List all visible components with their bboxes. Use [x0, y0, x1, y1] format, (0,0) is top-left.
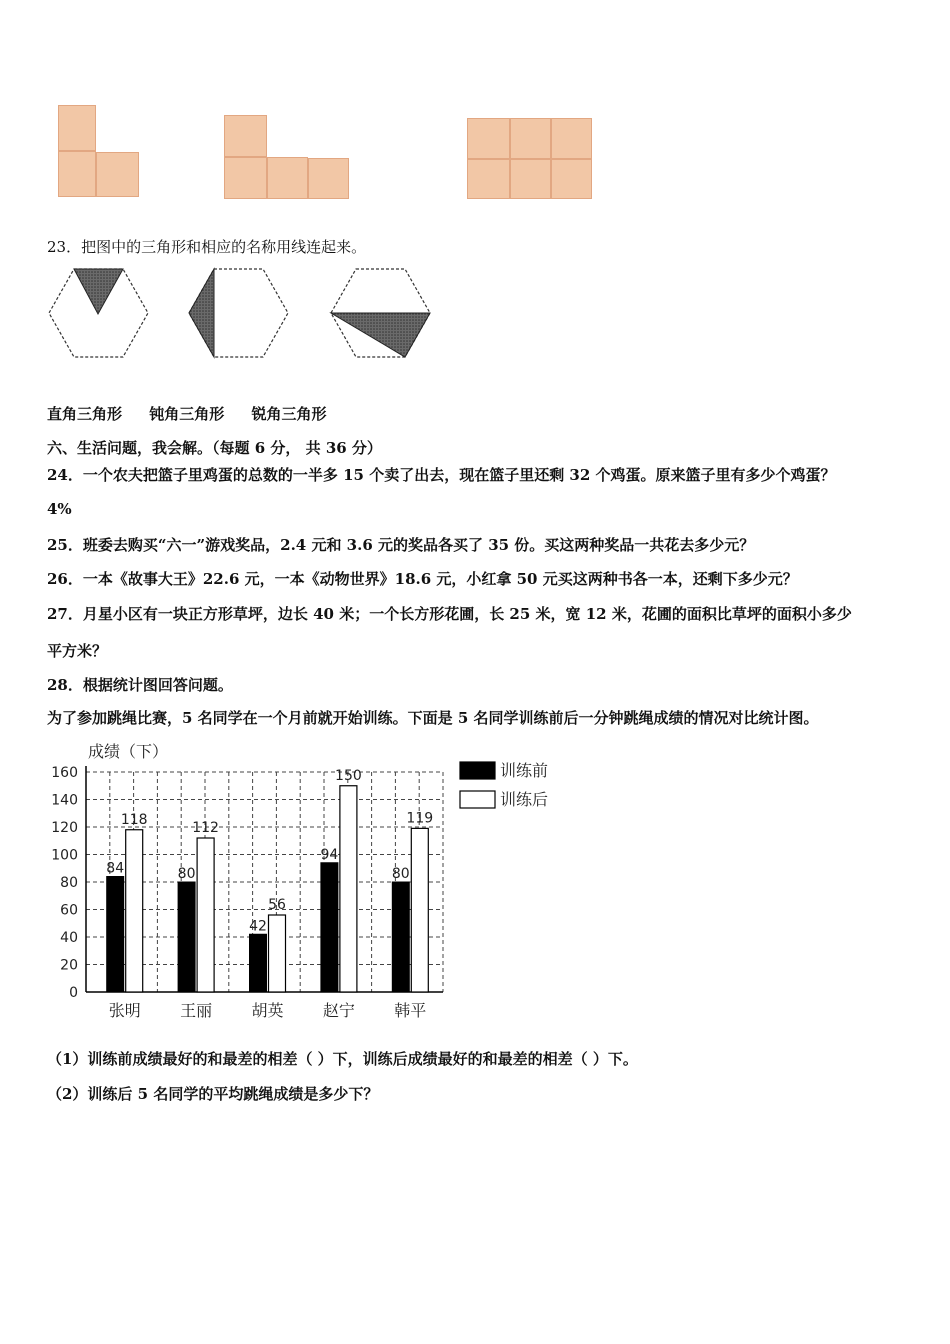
square-block: [551, 118, 592, 159]
category-label: 张明: [108, 1001, 141, 1020]
square-block: [510, 118, 551, 159]
bar-after: [269, 915, 286, 992]
category-label: 韩平: [394, 1001, 427, 1020]
bar-before: [250, 934, 267, 992]
category-label: 赵宁: [322, 1001, 355, 1020]
y-tick-label: 140: [51, 792, 78, 809]
y-tick-label: 60: [60, 902, 78, 919]
q25-text: 25．班委去购买“六一”游戏奖品，2.4 元和 3.6 元的奖品各买了 35 份。买这两种奖品一共花去多少元？: [47, 536, 755, 554]
y-tick-label: 160: [51, 765, 78, 781]
hexagon-2: [189, 269, 288, 357]
q28-text: 28．根据统计图回答问题。: [47, 676, 233, 694]
name-obtuse-triangle: 钝角三角形: [149, 405, 225, 423]
q27-line1: 27．月星小区有一块正方形草坪，边长 40 米；一个长方形花圃，长 25 米，宽 12 米，花圃的面积比草坪的面积小多少: [47, 605, 852, 623]
chart-legend: [460, 761, 548, 809]
name-acute-triangle: 锐角三角形: [251, 405, 327, 423]
data-label-after: 112: [192, 820, 219, 836]
q23-text: 23．把图中的三角形和相应的名称用线连起来。: [47, 238, 367, 256]
square-block: [224, 115, 267, 157]
square-block: [224, 157, 267, 199]
legend-swatch: [460, 791, 495, 808]
y-tick-label: 0: [69, 985, 78, 1001]
bar-chart: [40, 735, 570, 1030]
bar-before: [178, 882, 195, 992]
bar-after: [197, 838, 214, 992]
q28-intro: 为了参加跳绳比赛，5 名同学在一个月前就开始训练。下面是 5 名同学训练前后一分钟跳绳成绩的情况对比统计图。: [47, 709, 819, 727]
square-block: [467, 159, 510, 199]
hexagon-3: [331, 269, 430, 357]
data-label-after: 118: [120, 811, 148, 828]
legend-label: 训练前: [500, 761, 549, 780]
y-axis-label: 成绩（下）: [88, 742, 169, 761]
category-label: 胡英: [251, 1001, 284, 1020]
bar-before: [392, 882, 409, 992]
y-tick-label: 120: [51, 820, 78, 836]
section-title: 六、生活问题，我会解。（每题 6 分， 共 36 分）: [47, 439, 382, 457]
q26-text: 26．一本《故事大王》22.6 元，一本《动物世界》18.6 元，小红拿 50 元买这两种书各一本，还剩下多少元？: [47, 570, 798, 588]
chart-bars: [106, 768, 433, 1020]
data-label-after: 150: [335, 767, 362, 784]
data-label-after: 56: [268, 897, 286, 913]
square-block: [510, 159, 551, 199]
q28-sub2: （2）训练后 5 名同学的平均跳绳成绩是多少下？: [47, 1085, 379, 1103]
data-label-before: 80: [177, 866, 196, 882]
q28-sub1: （1）训练前成绩最好的和最差的相差（ ）下，训练后成绩最好的和最差的相差（ ）下。: [47, 1050, 638, 1068]
legend-swatch: [460, 762, 495, 779]
bar-before: [321, 863, 338, 992]
square-block: [551, 159, 592, 199]
square-block: [467, 118, 510, 159]
data-label-before: 94: [320, 846, 339, 863]
data-label-before: 80: [391, 866, 410, 882]
square-block: [267, 157, 308, 199]
y-tick-label: 80: [60, 875, 78, 891]
y-tick-label: 20: [60, 957, 78, 974]
q27-line2: 平方米？: [47, 642, 108, 660]
y-tick-label: 100: [51, 847, 78, 864]
square-block: [96, 152, 139, 197]
bar-after: [411, 828, 428, 992]
legend-label: 训练后: [500, 790, 549, 809]
category-label: 王丽: [180, 1001, 213, 1020]
square-block: [58, 105, 96, 151]
bar-after: [126, 830, 143, 992]
stray-text: 4%: [47, 500, 72, 518]
data-label-before: 84: [106, 860, 125, 877]
triangle-names: [47, 403, 349, 424]
y-tick-label: 40: [60, 930, 78, 946]
hexagon-1: [49, 269, 148, 357]
bar-after: [340, 786, 357, 992]
hexagon-figures: [40, 262, 440, 362]
data-label-after: 119: [406, 810, 434, 827]
bar-before: [107, 877, 124, 993]
q24-text: 24．一个农夫把篮子里鸡蛋的总数的一半多 15 个卖了出去，现在篮子里还剩 32 个鸡蛋。原来篮子里有多少个鸡蛋？: [47, 466, 836, 484]
name-right-triangle: 直角三角形: [47, 405, 123, 423]
square-block: [58, 151, 96, 197]
square-block: [308, 158, 349, 199]
data-label-before: 42: [249, 918, 267, 935]
